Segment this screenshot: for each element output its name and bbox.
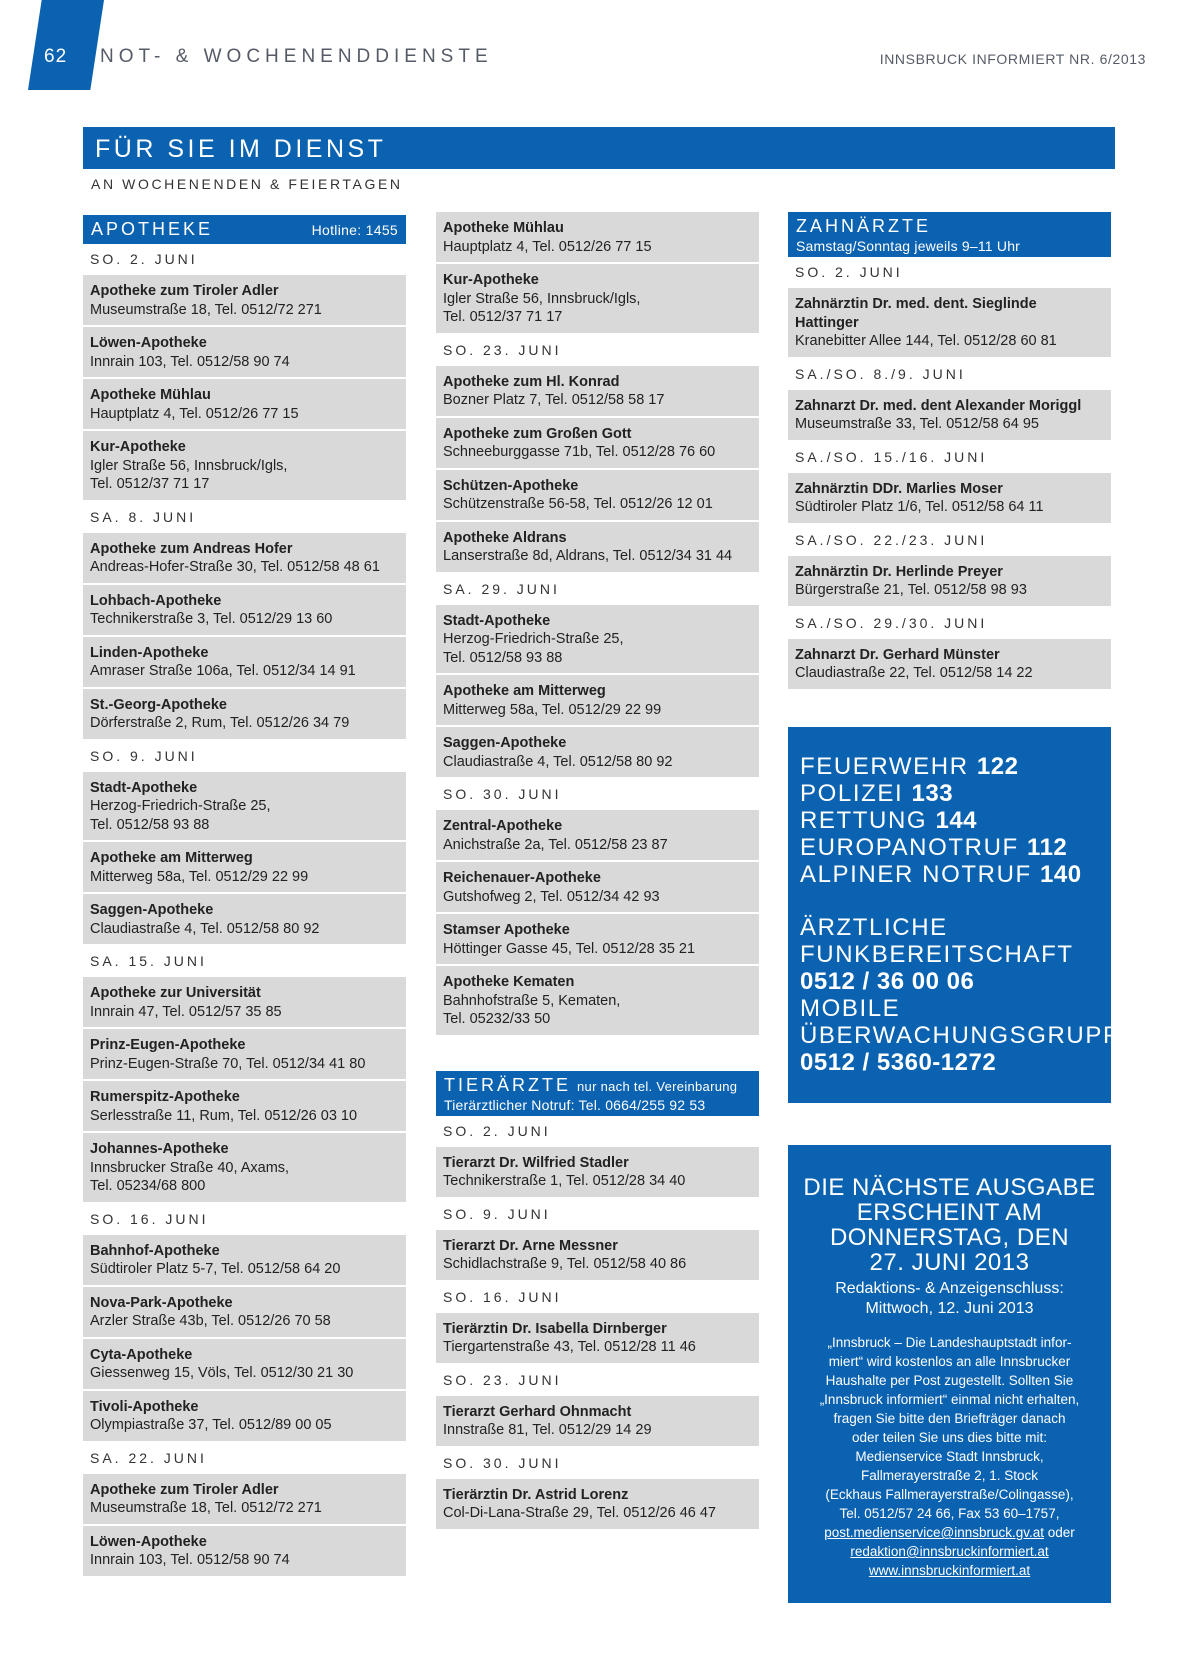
entry-address: Serlesstraße 11, Rum, Tel. 0512/26 03 10 xyxy=(90,1107,358,1124)
list-item xyxy=(83,585,406,635)
entry-name: Apotheke am Mitterweg xyxy=(443,683,606,699)
mobile-number: 0512 / 5360-1272 xyxy=(800,1049,997,1076)
day-label: SO. 2. JUNI xyxy=(443,1122,551,1139)
day-label: SO. 2. JUNI xyxy=(795,264,903,280)
entry-address: Technikerstraße 1, Tel. 0512/28 34 40 xyxy=(443,1173,686,1189)
entry-name: Apotheke Aldrans xyxy=(443,529,567,546)
apotheke-list xyxy=(83,244,406,1576)
entry-name: Löwen-Apotheke xyxy=(90,1533,207,1550)
entry-name: Apotheke zum Andreas Hofer xyxy=(90,540,293,557)
entry-name: Tierarzt Dr. Arne Messner xyxy=(443,1237,618,1254)
entry-address: Südtiroler Platz 5-7, Tel. 0512/58 64 20 xyxy=(90,1261,341,1277)
entry-address: Tel. 0512/37 71 17 xyxy=(443,309,563,325)
entry-address: Schneeburggasse 71b, Tel. 0512/28 76 60 xyxy=(443,444,716,460)
column-zahnaerzte xyxy=(788,212,1111,691)
entry-address: Kranebitter Allee 144, Tel. 0512/28 60 81 xyxy=(795,333,1057,349)
column-apotheke xyxy=(83,215,406,1578)
entry-address: Mitterweg 58a, Tel. 0512/29 22 99 xyxy=(443,701,662,718)
day-label: SO. 16. JUNI xyxy=(443,1288,562,1305)
deadline-date: Mittwoch, 12. Juni 2013 xyxy=(865,1300,1034,1317)
entry-name: Stadt-Apotheke xyxy=(90,779,198,796)
entry-name: Tierarzt Dr. Wilfried Stadler xyxy=(443,1154,629,1171)
info-line: „Innsbruck informiert“ einmal nicht erhalten, xyxy=(819,1392,1080,1407)
day-label: SO. 23. JUNI xyxy=(443,1371,562,1388)
aerztlich-number: 0512 / 36 00 06 xyxy=(800,968,975,995)
next-issue-line3: DONNERSTAG, DEN xyxy=(829,1224,1070,1251)
day-label: SA. 29. JUNI xyxy=(443,580,560,597)
entry-name: Zahnärztin DDr. Marlies Moser xyxy=(795,480,1003,497)
entry-address: Hauptplatz 4, Tel. 0512/26 77 15 xyxy=(90,405,299,422)
entry-address: Col-Di-Lana-Straße 29, Tel. 0512/26 46 47 xyxy=(443,1505,716,1521)
entry-address: Claudiastraße 22, Tel. 0512/58 14 22 xyxy=(795,665,1033,681)
list-item xyxy=(788,390,1111,440)
entry-name: Apotheke zum Großen Gott xyxy=(443,425,632,442)
day-label: SA. 8. JUNI xyxy=(90,508,197,525)
entry-address: Tel. 0512/58 93 88 xyxy=(443,649,563,666)
entry-address: Tel. 05232/33 50 xyxy=(443,1011,551,1027)
emergency-number: 140 xyxy=(1040,861,1082,888)
entry-name: Lohbach-Apotheke xyxy=(90,592,222,609)
list-item xyxy=(83,379,406,429)
entry-address: Giessenweg 15, Völs, Tel. 0512/30 21 30 xyxy=(90,1365,354,1381)
tieraerzte-list xyxy=(436,1116,759,1529)
emergency-label: ALPINER NOTRUF xyxy=(800,861,1032,888)
emergency-row xyxy=(800,807,1099,834)
day-label: SA./SO. 22./23. JUNI xyxy=(795,531,988,548)
list-item xyxy=(436,1313,759,1363)
day-label: SA./SO. 29./30. JUNI xyxy=(795,614,988,631)
next-issue-box xyxy=(788,1145,1111,1603)
entry-name: Apotheke zum Hl. Konrad xyxy=(443,373,620,390)
tieraerzte-notruf: Tierärztlicher Notruf: Tel. 0664/255 92 53 xyxy=(444,1096,706,1113)
section-title: NOT- & WOCHENENDDIENSTE xyxy=(100,46,493,67)
list-item xyxy=(83,689,406,739)
entry-address: Bahnhofstraße 5, Kematen, xyxy=(443,992,621,1009)
entry-name: Nova-Park-Apotheke xyxy=(90,1294,233,1311)
emergency-label: EUROPANOTRUF xyxy=(800,834,1019,861)
list-item xyxy=(436,966,759,1035)
day-label: SA. 22. JUNI xyxy=(90,1449,207,1466)
list-item xyxy=(788,288,1111,357)
entry-address: Mitterweg 58a, Tel. 0512/29 22 99 xyxy=(90,868,309,885)
emergency-number: 133 xyxy=(911,780,954,807)
list-item xyxy=(83,1474,406,1524)
entry-name: Apotheke am Mitterweg xyxy=(90,850,253,866)
entry-name: Stamser Apotheke xyxy=(443,922,570,938)
entry-address: Innsbrucker Straße 40, Axams, xyxy=(90,1159,290,1176)
list-item xyxy=(436,418,759,468)
zahnaerzte-title: ZAHNÄRZTE xyxy=(796,216,931,236)
list-item xyxy=(436,727,759,777)
entry-name: Apotheke zum Tiroler Adler xyxy=(90,1481,279,1498)
entry-name: Apotheke Kematen xyxy=(443,974,575,990)
email-redaktion-link[interactable]: redaktion@innsbruckinformiert.at xyxy=(850,1544,1049,1559)
list-item xyxy=(436,522,759,572)
emergency-row xyxy=(800,753,1099,780)
entry-name: Saggen-Apotheke xyxy=(443,735,567,751)
day-label: SO. 16. JUNI xyxy=(90,1210,209,1227)
entry-name: Zentral-Apotheke xyxy=(443,818,563,834)
entry-name: Apotheke zum Tiroler Adler xyxy=(90,283,279,299)
emergency-row xyxy=(800,780,1099,807)
entry-address: Bozner Platz 7, Tel. 0512/58 58 17 xyxy=(443,392,665,408)
emergency-label: FEUERWEHR xyxy=(800,753,969,780)
entry-address: Dörferstraße 2, Rum, Tel. 0512/26 34 79 xyxy=(90,715,350,731)
entry-address: Innrain 47, Tel. 0512/57 35 85 xyxy=(90,1003,282,1020)
emergency-label: POLIZEI xyxy=(800,780,904,807)
info-line: Tel. 0512/57 24 66, Fax 53 60–1757, xyxy=(839,1506,1060,1521)
list-item xyxy=(83,894,406,944)
list-item xyxy=(436,1147,759,1197)
entry-address: Olympiastraße 37, Tel. 0512/89 00 05 xyxy=(90,1417,332,1433)
email-medienservice-link[interactable]: post.medienservice@innsbruck.gv.at xyxy=(824,1525,1045,1540)
entry-name: Kur-Apotheke xyxy=(443,272,539,288)
list-item xyxy=(436,264,759,333)
day-label: SO. 30. JUNI xyxy=(443,786,562,802)
main-heading: FÜR SIE IM DIENST xyxy=(83,127,1115,169)
list-item xyxy=(436,1479,759,1529)
aerztlich-line2: FUNKBEREITSCHAFT xyxy=(800,941,1074,968)
entry-address: Hauptplatz 4, Tel. 0512/26 77 15 xyxy=(443,238,652,255)
info-line: „Innsbruck – Die Landeshauptstadt infor- xyxy=(827,1335,1072,1350)
day-label: SA. 15. JUNI xyxy=(90,953,207,969)
entry-name: Zahnarzt Dr. med. dent Alexander Moriggl xyxy=(795,397,1082,414)
info-line: miert“ wird kostenlos an alle Innsbrucker xyxy=(828,1354,1071,1369)
entry-name: Bahnhof-Apotheke xyxy=(90,1242,220,1259)
emergency-box xyxy=(788,727,1139,1103)
deadline-label: Redaktions- & Anzeigenschluss: xyxy=(835,1280,1064,1297)
list-item xyxy=(83,977,406,1027)
entry-address: Tel. 0512/37 71 17 xyxy=(90,476,210,492)
entry-name: Rumerspitz-Apotheke xyxy=(90,1089,240,1105)
list-item xyxy=(436,605,759,674)
entry-address: Bürgerstraße 21, Tel. 0512/58 98 93 xyxy=(795,582,1027,598)
info-line: oder teilen Sie uns dies bitte mit: xyxy=(851,1430,1048,1445)
emergency-row xyxy=(800,834,1099,861)
list-item xyxy=(436,675,759,725)
list-item xyxy=(436,1230,759,1280)
entry-address: Schidlachstraße 9, Tel. 0512/58 40 86 xyxy=(443,1256,687,1272)
apotheke-title: APOTHEKE xyxy=(91,219,214,239)
next-issue-line2: ERSCHEINT AM xyxy=(856,1199,1043,1226)
entry-name: Tierärztin Dr. Isabella Dirnberger xyxy=(443,1320,667,1337)
list-item xyxy=(83,1235,406,1285)
entry-address: Tiergartenstraße 43, Tel. 0512/28 11 46 xyxy=(443,1339,696,1355)
entry-name: Apotheke Mühlau xyxy=(90,387,211,403)
day-label: SO. 23. JUNI xyxy=(443,341,562,358)
entry-address: Südtiroler Platz 1/6, Tel. 0512/58 64 11 xyxy=(795,499,1044,515)
page-number: 62 xyxy=(44,46,68,67)
tieraerzte-header xyxy=(436,1071,759,1116)
entry-address: Claudiastraße 4, Tel. 0512/58 80 92 xyxy=(443,753,673,770)
entry-name: Saggen-Apotheke xyxy=(90,902,214,918)
emergency-row xyxy=(800,861,1099,888)
emergency-number: 112 xyxy=(1027,834,1068,861)
entry-name: Tierärztin Dr. Astrid Lorenz xyxy=(443,1486,629,1503)
entry-address: Museumstraße 18, Tel. 0512/72 271 xyxy=(90,1500,322,1516)
main-subheading: AN WOCHENENDEN & FEIERTAGEN xyxy=(91,176,403,192)
list-item xyxy=(83,533,406,583)
entry-name: Zahnärztin Dr. med. dent. Sieglinde Hattinger xyxy=(795,296,1037,331)
list-item xyxy=(83,637,406,687)
entry-address: Claudiastraße 4, Tel. 0512/58 80 92 xyxy=(90,920,320,937)
emergency-number: 122 xyxy=(976,753,1019,780)
entry-name: Löwen-Apotheke xyxy=(90,335,207,351)
entry-address: Anichstraße 2a, Tel. 0512/58 23 87 xyxy=(443,836,668,853)
emergency-label: RETTUNG xyxy=(800,807,928,834)
entry-name: Tierarzt Gerhard Ohnmacht xyxy=(443,1403,632,1420)
day-label: SO. 2. JUNI xyxy=(90,251,198,267)
day-label: SO. 9. JUNI xyxy=(90,747,198,764)
mobile-line2: ÜBERWACHUNGSGRUPPE xyxy=(800,1022,1139,1049)
aerztlich-line1: ÄRZTLICHE xyxy=(800,914,948,941)
list-item xyxy=(83,275,406,325)
next-issue-info xyxy=(798,1333,1101,1523)
entry-name: Stadt-Apotheke xyxy=(443,612,551,629)
entry-name: Johannes-Apotheke xyxy=(90,1141,229,1157)
list-item xyxy=(83,1287,406,1337)
entry-address: Museumstraße 18, Tel. 0512/72 271 xyxy=(90,301,322,318)
entry-name: Cyta-Apotheke xyxy=(90,1346,193,1363)
entry-address: Igler Straße 56, Innsbruck/Igls, xyxy=(90,457,288,474)
day-label: SA./SO. 8./9. JUNI xyxy=(795,365,966,382)
entry-address: Schützenstraße 56-58, Tel. 0512/26 12 01 xyxy=(443,496,713,512)
list-item xyxy=(83,1391,406,1441)
entry-address: Andreas-Hofer-Straße 30, Tel. 0512/58 48 61 xyxy=(90,559,380,575)
info-line: fragen Sie bitte den Briefträger danach xyxy=(833,1411,1066,1426)
info-line: Medienservice Stadt Innsbruck, xyxy=(855,1449,1044,1464)
entry-name: Kur-Apotheke xyxy=(90,439,186,455)
zahnaerzte-list xyxy=(788,257,1111,689)
apotheke-list-continued xyxy=(436,212,759,1035)
emergency-numbers xyxy=(800,753,1099,888)
entry-address: Innstraße 81, Tel. 0512/29 14 29 xyxy=(443,1422,652,1438)
list-item xyxy=(436,914,759,964)
next-issue-date: 27. JUNI 2013 xyxy=(869,1249,1030,1276)
zahnaerzte-header xyxy=(788,212,1111,257)
entry-address: Herzog-Friedrich-Straße 25, xyxy=(90,798,271,814)
info-line: Haushalte per Post zugestellt. Sollten Sie xyxy=(825,1373,1074,1388)
entry-address: Lanserstraße 8d, Aldrans, Tel. 0512/34 31 44 xyxy=(443,548,733,564)
tieraerzte-note: nur nach tel. Vereinbarung xyxy=(577,1078,738,1094)
info-line: (Eckhaus Fallmerayerstraße/Colingasse), xyxy=(825,1487,1074,1502)
entry-name: Linden-Apotheke xyxy=(90,644,209,661)
apotheke-header xyxy=(83,215,406,244)
entry-name: Zahnarzt Dr. Gerhard Münster xyxy=(795,646,1000,663)
issue-label: INNSBRUCK INFORMIERT NR. 6/2013 xyxy=(879,51,1146,67)
list-item xyxy=(83,1029,406,1079)
info-line: Fallmerayerstraße 2, 1. Stock xyxy=(860,1468,1039,1483)
day-label: SO. 9. JUNI xyxy=(443,1205,551,1222)
mobile-line1: MOBILE xyxy=(800,995,901,1022)
entry-address: Arzler Straße 43b, Tel. 0512/26 70 58 xyxy=(90,1313,331,1329)
list-item xyxy=(83,1133,406,1202)
list-item xyxy=(436,862,759,912)
day-label: SA./SO. 15./16. JUNI xyxy=(795,448,988,465)
entry-address: Amraser Straße 106a, Tel. 0512/34 14 91 xyxy=(90,663,356,679)
entry-name: Apotheke zur Universität xyxy=(90,985,261,1001)
entry-address: Herzog-Friedrich-Straße 25, xyxy=(443,631,624,647)
entry-address: Igler Straße 56, Innsbruck/Igls, xyxy=(443,290,641,307)
column-middle xyxy=(436,212,759,1531)
entry-address: Tel. 05234/68 800 xyxy=(90,1178,206,1194)
or-text: oder xyxy=(1044,1525,1075,1540)
list-item xyxy=(83,772,406,841)
list-item xyxy=(83,842,406,892)
day-label: SO. 30. JUNI xyxy=(443,1454,562,1471)
list-item xyxy=(83,1526,406,1576)
entry-address: Museumstraße 33, Tel. 0512/58 64 95 xyxy=(795,416,1039,432)
entry-address: Innrain 103, Tel. 0512/58 90 74 xyxy=(90,1552,290,1568)
entry-name: Apotheke Mühlau xyxy=(443,220,564,236)
entry-address: Technikerstraße 3, Tel. 0512/29 13 60 xyxy=(90,611,333,627)
next-issue-line1: DIE NÄCHSTE AUSGABE xyxy=(803,1174,1096,1201)
website-link[interactable]: www.innsbruckinformiert.at xyxy=(868,1563,1031,1578)
entry-name: Prinz-Eugen-Apotheke xyxy=(90,1037,246,1053)
entry-name: St.-Georg-Apotheke xyxy=(90,696,227,713)
list-item xyxy=(788,556,1111,606)
list-item xyxy=(83,327,406,377)
entry-name: Tivoli-Apotheke xyxy=(90,1398,199,1415)
list-item xyxy=(788,639,1111,689)
entry-name: Schützen-Apotheke xyxy=(443,477,579,494)
entry-address: Prinz-Eugen-Straße 70, Tel. 0512/34 41 80 xyxy=(90,1055,366,1072)
zahnaerzte-hours: Samstag/Sonntag jeweils 9–11 Uhr xyxy=(796,238,1021,254)
page-tab xyxy=(28,0,104,90)
entry-address: Gutshofweg 2, Tel. 0512/34 42 93 xyxy=(443,888,660,905)
tieraerzte-title: TIERÄRZTE xyxy=(444,1074,572,1095)
list-item xyxy=(83,431,406,500)
list-item xyxy=(83,1339,406,1389)
list-item xyxy=(436,212,759,262)
entry-name: Zahnärztin Dr. Herlinde Preyer xyxy=(795,563,1003,580)
list-item xyxy=(83,1081,406,1131)
emergency-number: 144 xyxy=(935,807,978,834)
list-item xyxy=(436,366,759,416)
entry-address: Höttinger Gasse 45, Tel. 0512/28 35 21 xyxy=(443,940,696,957)
list-item xyxy=(436,810,759,860)
list-item xyxy=(788,473,1111,523)
list-item xyxy=(436,470,759,520)
apotheke-hotline: Hotline: 1455 xyxy=(311,222,398,238)
list-item xyxy=(436,1396,759,1446)
entry-address: Tel. 0512/58 93 88 xyxy=(90,816,210,833)
entry-address: Innrain 103, Tel. 0512/58 90 74 xyxy=(90,353,290,370)
entry-name: Reichenauer-Apotheke xyxy=(443,870,601,886)
